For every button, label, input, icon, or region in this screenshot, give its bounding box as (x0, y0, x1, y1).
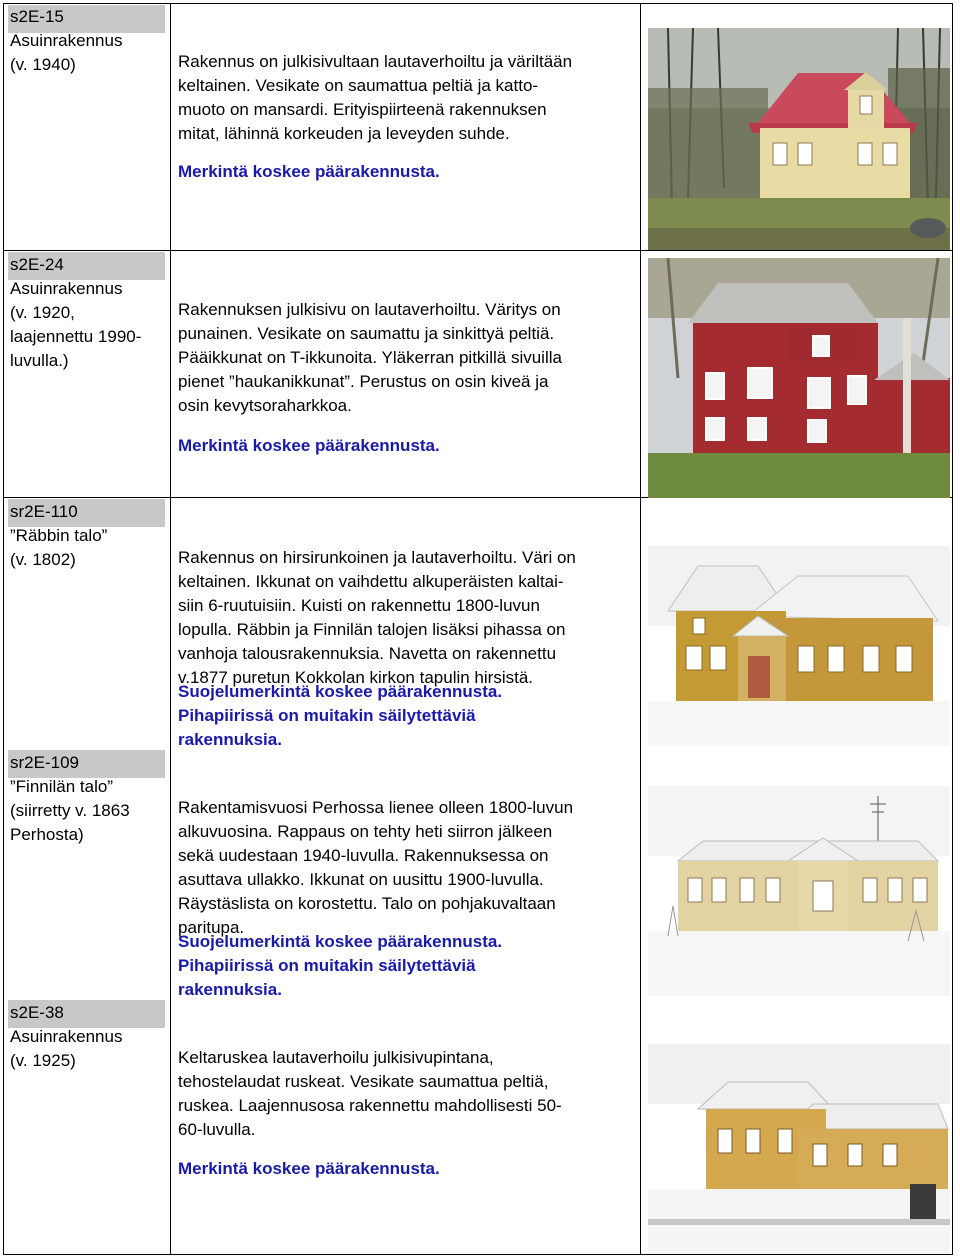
protection-note (178, 1157, 440, 1181)
entry-label-line: (siirretty v. 1863 (10, 801, 130, 820)
entry-label-line: Asuinrakennus (10, 1027, 123, 1046)
entry-label-line: (v. 1920, (10, 303, 75, 322)
note-line: Merkintä koskee päärakennusta. (178, 1159, 440, 1178)
photo-yellow-mansard-house (648, 28, 950, 250)
entry-label-line: Asuinrakennus (10, 31, 123, 50)
description-line: keltainen. Vesikate on saumattua peltiä ja katto- (178, 76, 539, 95)
entry-description (178, 796, 573, 940)
table-border-top (3, 3, 953, 4)
description-line: punainen. Vesikate on saumattu ja sinkittyä peltiä. (178, 324, 555, 343)
entry-description (178, 546, 576, 690)
description-line: v.1877 puretun Kokkolan kirkon tapulin hirsistä. (178, 668, 533, 687)
entry-description (178, 298, 562, 418)
entry-label-line: (v. 1925) (10, 1051, 76, 1070)
entry-code: sr2E-109 (10, 753, 79, 772)
entry-label-line: ”Räbbin talo” (10, 526, 108, 545)
description-line: mitat, lähinnä korkeuden ja leveyden suhde. (178, 124, 510, 143)
protection-note (178, 930, 502, 1002)
description-line: pienet ”haukanikkunat”. Perustus on osin kiveä ja (178, 372, 549, 391)
entry-label (10, 1001, 170, 1073)
entry-label (10, 5, 170, 77)
description-line: Rakennus on julkisivultaan lautaverhoiltu ja väriltään (178, 52, 573, 71)
entry-code: s2E-38 (10, 1003, 64, 1022)
row-divider-1 (3, 250, 953, 251)
note-line: Suojelumerkintä koskee päärakennusta. (178, 932, 503, 951)
description-line: keltainen. Ikkunat on vaihdettu alkuperäisten kaltai- (178, 572, 564, 591)
table-border-left (3, 3, 4, 1255)
protection-note (178, 160, 440, 184)
entry-description (178, 50, 572, 146)
description-line: osin kevytsoraharkkoa. (178, 396, 352, 415)
entry-label (10, 751, 170, 847)
photo-rabbin-talo (648, 546, 950, 746)
description-line: paritupa. (178, 918, 245, 937)
entry-label-line: laajennettu 1990- (10, 327, 142, 346)
entry-code: sr2E-110 (10, 502, 78, 521)
description-line: Räystäslista on korostettu. Talo on pohjakuvaltaan (178, 894, 556, 913)
description-line: lopulla. Räbbin ja Finnilän talojen lisäksi pihassa on (178, 620, 566, 639)
table-border-bottom (3, 1254, 953, 1255)
description-line: Keltaruskea lautaverhoilu julkisivupintana, (178, 1048, 494, 1067)
note-line: Merkintä koskee päärakennusta. (178, 436, 440, 455)
entry-label (10, 500, 170, 572)
protection-note (178, 434, 440, 458)
description-line: Rakentamisvuosi Perhossa lienee olleen 1800-luvun (178, 798, 574, 817)
entry-code: s2E-24 (10, 255, 64, 274)
description-line: muoto on mansardi. Erityispiirteenä rakennuksen (178, 100, 547, 119)
entry-label-line: (v. 1802) (10, 550, 76, 569)
description-line: tehostelaudat ruskeat. Vesikate saumattua peltiä, (178, 1072, 549, 1091)
description-line: ruskea. Laajennusosa rakennettu mahdollisesti 50- (178, 1096, 562, 1115)
description-line: 60-luvulla. (178, 1120, 256, 1139)
entry-label-line: ”Finnilän talo” (10, 777, 113, 796)
description-line: Pääikkunat on T-ikkunoita. Yläkerran pitkillä sivuilla (178, 348, 562, 367)
entry-label-line: Perhosta) (10, 825, 84, 844)
column-divider-1 (170, 3, 171, 1255)
description-line: Rakennus on hirsirunkoinen ja lautaverhoiltu. Väri on (178, 548, 576, 567)
note-line: Pihapiirissä on muitakin säilytettäviä (178, 706, 476, 725)
note-line: rakennuksia. (178, 980, 282, 999)
table-border-right (952, 3, 953, 1255)
entry-label (10, 253, 170, 373)
note-line: Pihapiirissä on muitakin säilytettäviä (178, 956, 476, 975)
note-line: Suojelumerkintä koskee päärakennusta. (178, 682, 503, 701)
description-line: vanhoja talousrakennuksia. Navetta on rakennettu (178, 644, 557, 663)
note-line: Merkintä koskee päärakennusta. (178, 162, 440, 181)
note-line: rakennuksia. (178, 730, 282, 749)
description-line: Rakennuksen julkisivu on lautaverhoiltu. Väritys on (178, 300, 561, 319)
description-line: asuttava ullakko. Ikkunat on uusittu 1900-luvulla. (178, 870, 544, 889)
description-line: siin 6-ruutuisiin. Kuisti on rakennettu 1800-luvun (178, 596, 540, 615)
entry-code: s2E-15 (10, 7, 64, 26)
entry-description (178, 1046, 562, 1142)
photo-yellow-brown-house (648, 1044, 950, 1254)
column-divider-2 (640, 3, 641, 1255)
entry-label-line: luvulla.) (10, 351, 69, 370)
photo-finnilan-talo (648, 786, 950, 996)
photo-red-house (648, 258, 950, 498)
entry-label-line: Asuinrakennus (10, 279, 123, 298)
protection-note (178, 680, 502, 752)
description-line: alkuvuosina. Rappaus on tehty heti siirron jälkeen (178, 822, 553, 841)
entry-label-line: (v. 1940) (10, 55, 76, 74)
description-line: sekä uudestaan 1940-luvulla. Rakennuksessa on (178, 846, 549, 865)
